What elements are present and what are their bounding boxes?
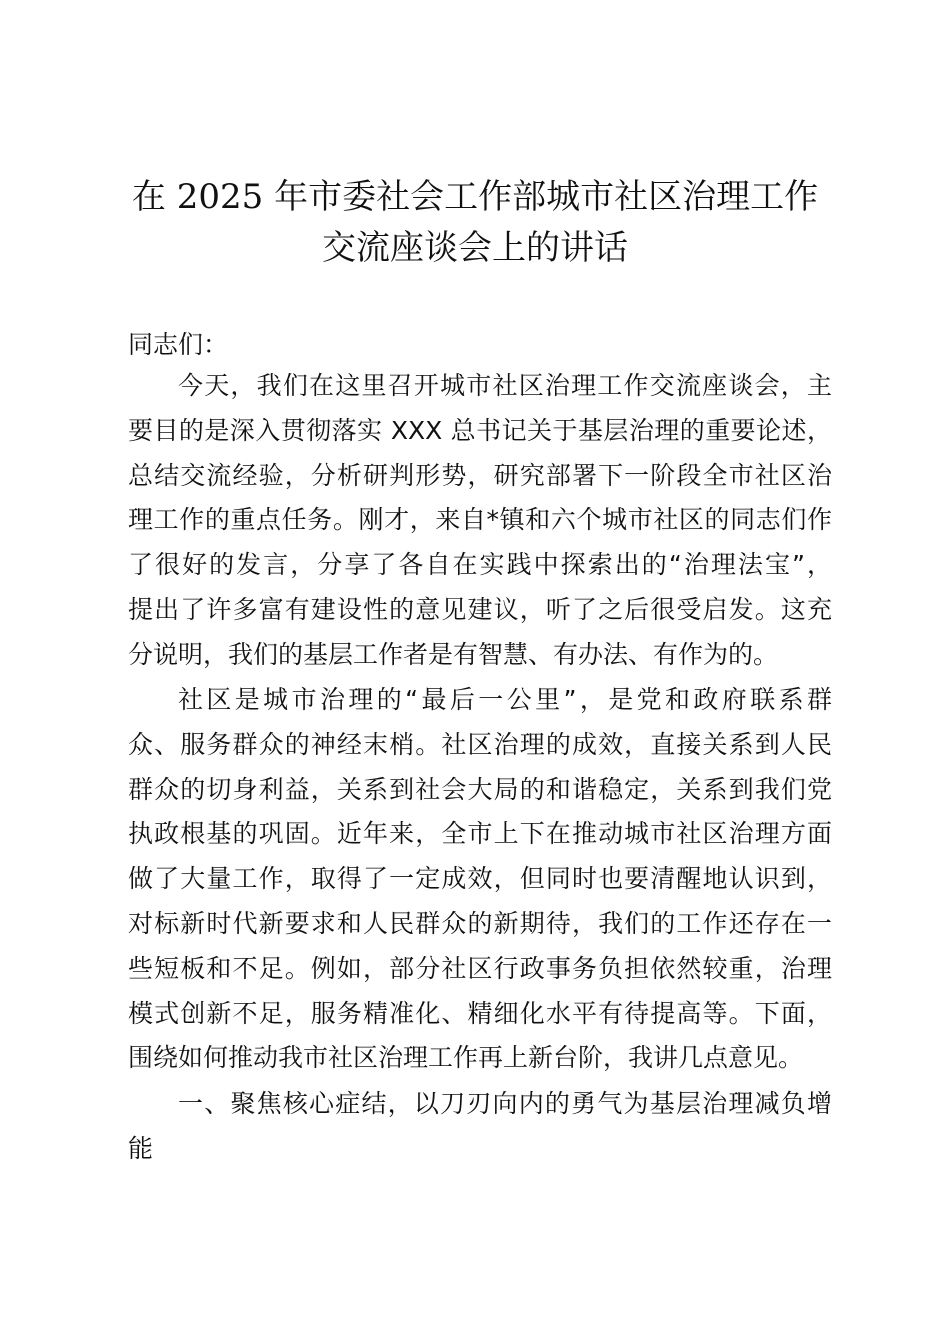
paragraph-1 [128,364,832,678]
paragraph-line: 群众的切身利益，关系到社会大局的和谐稳定，关系到我们党 [128,774,832,804]
paragraph-line: 模式创新不足，服务精准化、精细化水平有待提高等。下面， [128,998,832,1028]
paragraph-2 [128,678,832,1081]
paragraph-line: 众、服务群众的神经末梢。社区治理的成效，直接关系到人民 [128,729,832,759]
paragraph-line: 分说明，我们的基层工作者是有智慧、有办法、有作为的。 [128,639,779,669]
paragraph-line: 社区是城市治理的“最后一公里”，是党和政府联系群 [178,685,832,714]
paragraph-line: 提出了许多富有建设性的意见建议，听了之后很受启发。这充 [128,594,832,624]
paragraph-line: 些短板和不足。例如，部分社区行政事务负担依然较重，治理 [128,953,832,983]
paragraph-line: 今天，我们在这里召开城市社区治理工作交流座谈会，主 [178,371,832,400]
paragraph-line: 执政根基的巩固。近年来，全市上下在推动城市社区治理方面 [128,819,832,849]
salutation: 同志们： [128,330,229,359]
paragraph-line: 做了大量工作，取得了一定成效，但同时也要清醒地认识到， [128,864,832,894]
document-title-line-2: 交流座谈会上的讲话 [322,228,628,268]
section-heading-1 [128,1082,832,1172]
paragraph-line: 要目的是深入贯彻落实 XXX 总书记关于基层治理的重要论述， [128,415,832,445]
paragraph-line: 了很好的发言，分享了各自在实践中探索出的“治理法宝”， [128,550,832,580]
heading-line: 能 [128,1133,154,1163]
document-title-line-1: 在 2025 年市委社会工作部城市社区治理工作 [131,177,819,217]
paragraph-line: 总结交流经验，分析研判形势，研究部署下一阶段全市社区治 [128,460,832,490]
heading-line: 一、聚焦核心症结，以刀刃向内的勇气为基层治理减负增 [178,1089,832,1118]
paragraph-line: 围绕如何推动我市社区治理工作再上新台阶，我讲几点意见。 [128,1043,804,1073]
paragraph-line: 对标新时代新要求和人民群众的新期待，我们的工作还存在一 [128,908,832,938]
paragraph-line: 理工作的重点任务。刚才，来自*镇和六个城市社区的同志们作 [128,505,832,535]
